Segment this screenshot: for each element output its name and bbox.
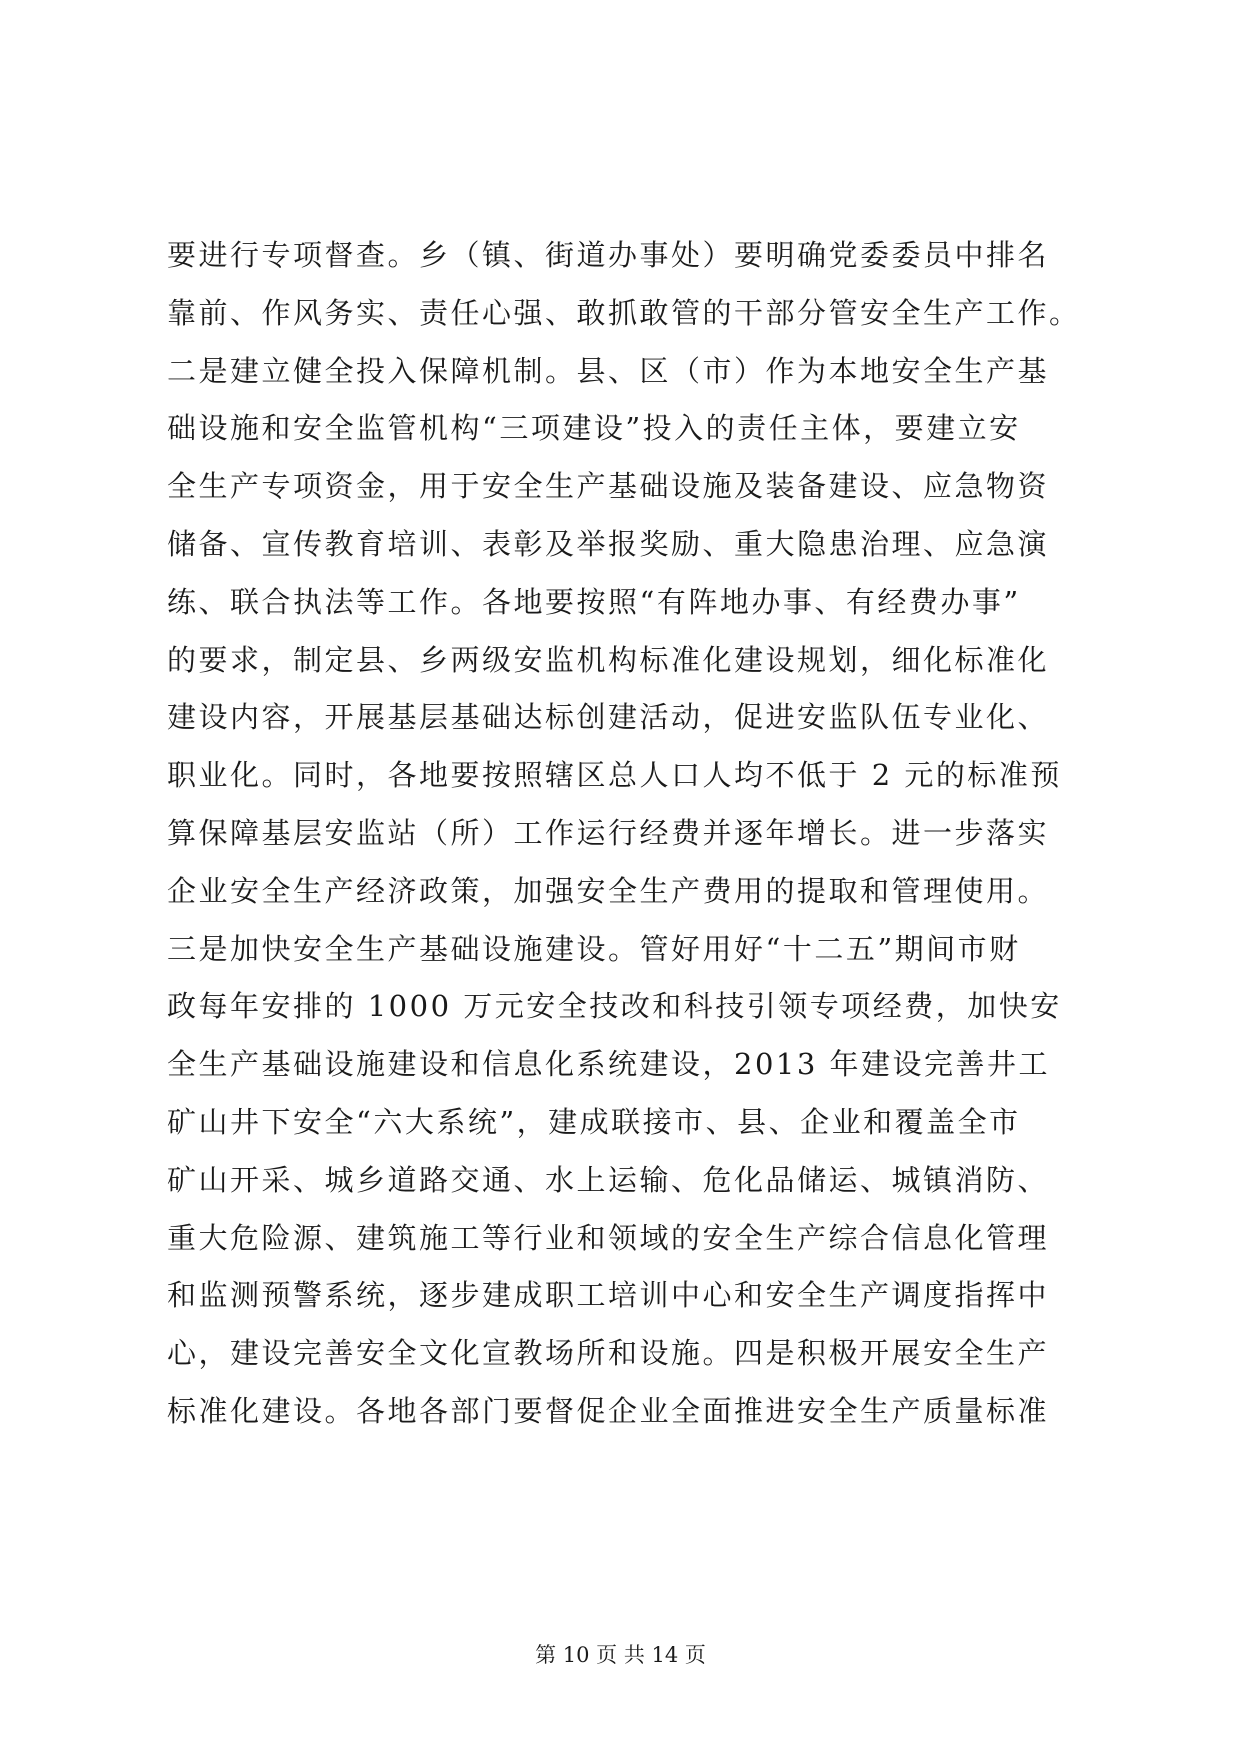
text-line: 全生产专项资金，用于安全生产基础设施及装备建设、应急物资 [167,469,1050,504]
text-line: 储备、宣传教育培训、表彰及举报奖励、重大隐患治理、应急演 [167,526,1050,561]
text-line: 算保障基层安监站（所）工作运行经费并逐年增长。进一步落实 [167,815,1050,850]
body-text [167,227,1087,1441]
text-line: 要进行专项督查。乡（镇、街道办事处）要明确党委委员中排名 [167,238,1050,272]
text-line: 职业化。同时，各地要按照辖区总人口人均不低于 2 元的标准预 [167,758,1062,793]
text-line: 全生产基础设施建设和信息化系统建设，2013 年建设完善井工 [167,1047,1051,1082]
text-line: 企业安全生产经济政策，加强安全生产费用的提取和管理使用。 [167,873,1050,908]
text-line: 重大危险源、建筑施工等行业和领域的安全生产综合信息化管理 [167,1220,1050,1255]
text-line: 和监测预警系统，逐步建成职工培训中心和安全生产调度指挥中 [167,1278,1050,1313]
text-line: 练、联合执法等工作。各地要按照“有阵地办事、有经费办事” [167,584,1021,619]
text-line: 础设施和安全监管机构“三项建设”投入的责任主体，要建立安 [167,411,1021,446]
text-line: 矿山开采、城乡道路交通、水上运输、危化品储运、城镇消防、 [167,1162,1050,1197]
text-line: 靠前、作风务实、责任心强、敢抓敢管的干部分管安全生产工作。 [167,295,1081,330]
text-line: 建设内容，开展基层基础达标创建活动，促进安监队伍专业化、 [167,700,1050,735]
text-line: 三是加快安全生产基础设施建设。管好用好“十二五”期间市财 [167,931,1021,966]
text-line: 政每年安排的 1000 万元安全技改和科技引领专项经费，加快安 [167,989,1062,1024]
text-line: 矿山井下安全“六大系统”，建成联接市、县、企业和覆盖全市 [167,1104,1021,1139]
text-line: 二是建立健全投入保障机制。县、区（市）作为本地安全生产基 [167,353,1050,388]
page-number-footer: 第 10 页 共 14 页 [535,1643,706,1667]
text-line: 标准化建设。各地各部门要督促企业全面推进安全生产质量标准 [167,1393,1050,1428]
text-line: 的要求，制定县、乡两级安监机构标准化建设规划，细化标准化 [167,642,1050,677]
text-line: 心，建设完善安全文化宣教场所和设施。四是积极开展安全生产 [167,1336,1050,1371]
